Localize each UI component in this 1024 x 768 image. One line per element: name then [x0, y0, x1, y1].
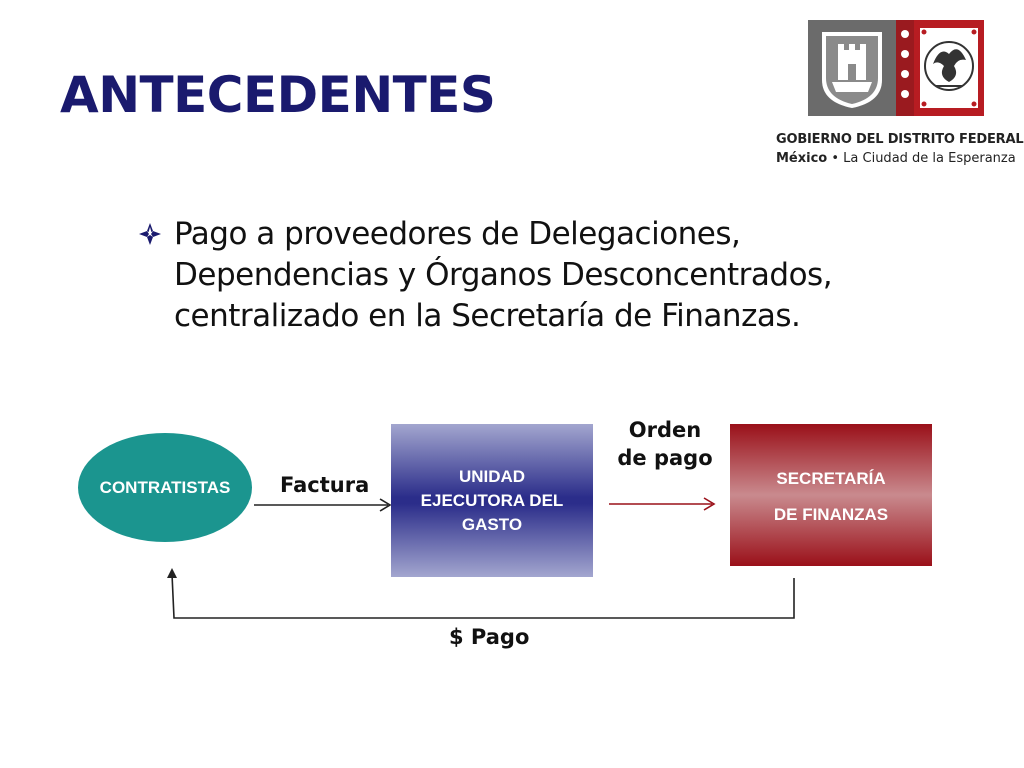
- orden-de-pago-label: Orden de pago: [617, 418, 713, 470]
- org-tagline: México • La Ciudad de la Esperanza: [776, 151, 1016, 166]
- pago-return-arrow: [172, 574, 794, 618]
- pago-label: $ Pago: [449, 625, 530, 649]
- contratistas-node: [78, 433, 252, 542]
- org-name: GOBIERNO DEL DISTRITO FEDERAL: [776, 132, 1024, 147]
- unidad-ejecutora-label: UNIDAD EJECUTORA DEL GASTO: [420, 466, 564, 534]
- slide-title: ANTECEDENTES: [60, 66, 496, 124]
- unidad-ejecutora-node: [391, 424, 593, 577]
- finanzas-label: DE FINANZAS: [773, 505, 889, 524]
- factura-label: Factura: [280, 473, 370, 497]
- contratistas-label: CONTRATISTAS: [99, 477, 231, 497]
- bullet-text: Pago a proveedores de Delegaciones, Dependencias y Órganos Desconcentrados, centralizado en la Secretaría de Finanzas.: [174, 216, 833, 334]
- secretaria-label: SECRETARÍA: [776, 469, 886, 488]
- secretaria-finanzas-node: [730, 424, 932, 566]
